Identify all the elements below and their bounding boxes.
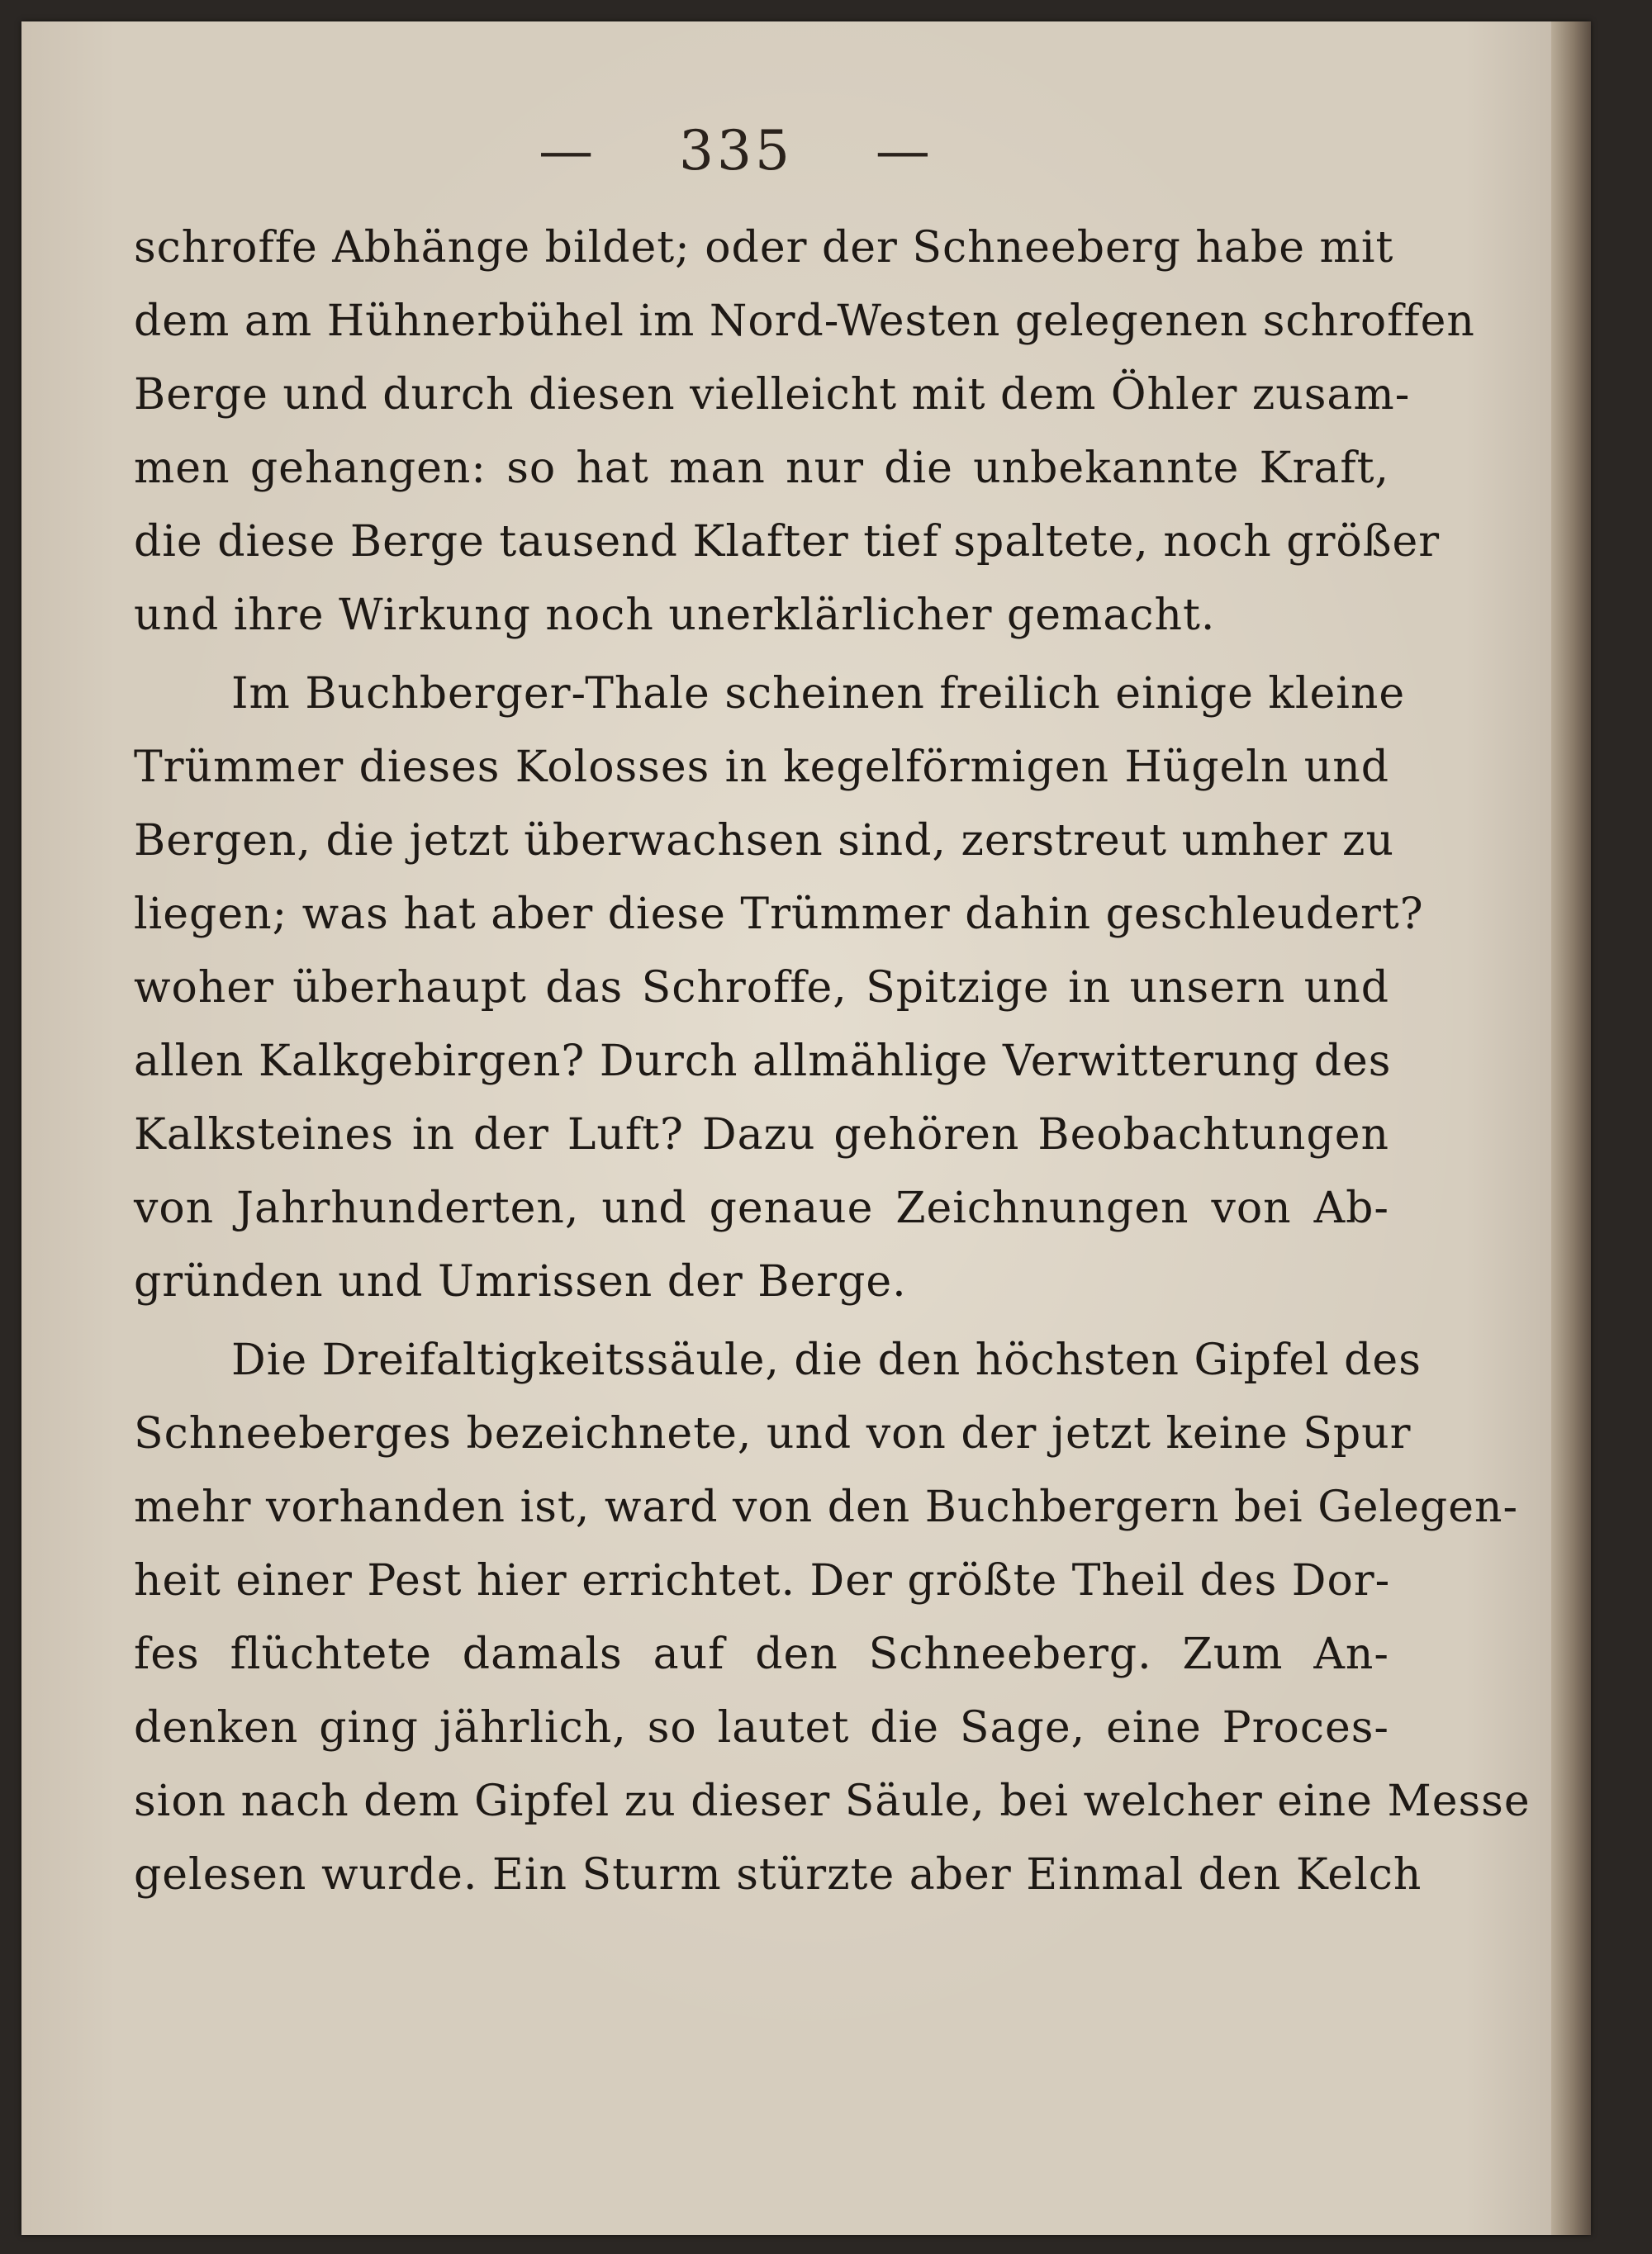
page-gutter: [1551, 21, 1591, 2235]
text-line: heit einer Pest hier errichtet. Der größte Theil des Dor-: [134, 1556, 1391, 1606]
text-line: men gehangen: so hat man nur die unbekannte Kraft,: [134, 444, 1389, 493]
text-line: gründen und Umrissen der Berge.: [134, 1257, 907, 1307]
text-line: Berge und durch diesen vielleicht mit dem Öhler zusam-: [134, 370, 1411, 420]
text-line: denken ging jährlich, so lautet die Sage, eine Proces-: [134, 1703, 1389, 1753]
text-line: dem am Hühnerbühel im Nord-Westen gelegenen schroffen: [134, 297, 1475, 346]
text-line: fes flüchtete damals auf den Schneeberg. Zum An-: [134, 1630, 1389, 1679]
text-line: woher überhaupt das Schroffe, Spitzige in unsern und: [134, 963, 1389, 1013]
text-line: Bergen, die jetzt überwachsen sind, zerstreut umher zu: [134, 816, 1394, 866]
book-page: [21, 21, 1591, 2235]
text-line: und ihre Wirkung noch unerklärlicher gemacht.: [134, 591, 1216, 640]
text-line: sion nach dem Gipfel zu dieser Säule, bei welcher eine Messe: [134, 1777, 1531, 1826]
text-line: die diese Berge tausend Klafter tief spaltete, noch größer: [134, 517, 1441, 567]
text-line: Die Dreifaltigkeitssäule, die den höchsten Gipfel des: [231, 1336, 1422, 1385]
text-line: Schneeberges bezeichnete, und von der jetzt keine Spur: [134, 1409, 1412, 1459]
body-text: [134, 211, 1531, 1912]
text-line: Im Buchberger-Thale scheinen freilich einige kleine: [231, 669, 1406, 719]
text-line: Trümmer dieses Kolosses in kegelförmigen Hügeln und: [134, 743, 1389, 792]
text-line: mehr vorhanden ist, ward von den Buchbergern bei Gelegen-: [134, 1483, 1519, 1532]
text-line: gelesen wurde. Ein Sturm stürzte aber Einmal den Kelch: [134, 1850, 1422, 1900]
text-line: liegen; was hat aber diese Trümmer dahin geschleudert?: [134, 890, 1424, 939]
header-dash-right: —: [875, 119, 933, 183]
header-dash-left: —: [539, 119, 597, 183]
page-number: 335: [679, 119, 793, 183]
text-line: Kalksteines in der Luft? Dazu gehören Beobachtungen: [134, 1110, 1389, 1160]
text-line: schroffe Abhänge bildet; oder der Schneeberg habe mit: [134, 223, 1394, 273]
page-header: [21, 119, 1450, 183]
text-line: von Jahrhunderten, und genaue Zeichnungen von Ab-: [134, 1184, 1389, 1233]
text-line: allen Kalkgebirgen? Durch allmählige Verwitterung des: [134, 1037, 1392, 1086]
